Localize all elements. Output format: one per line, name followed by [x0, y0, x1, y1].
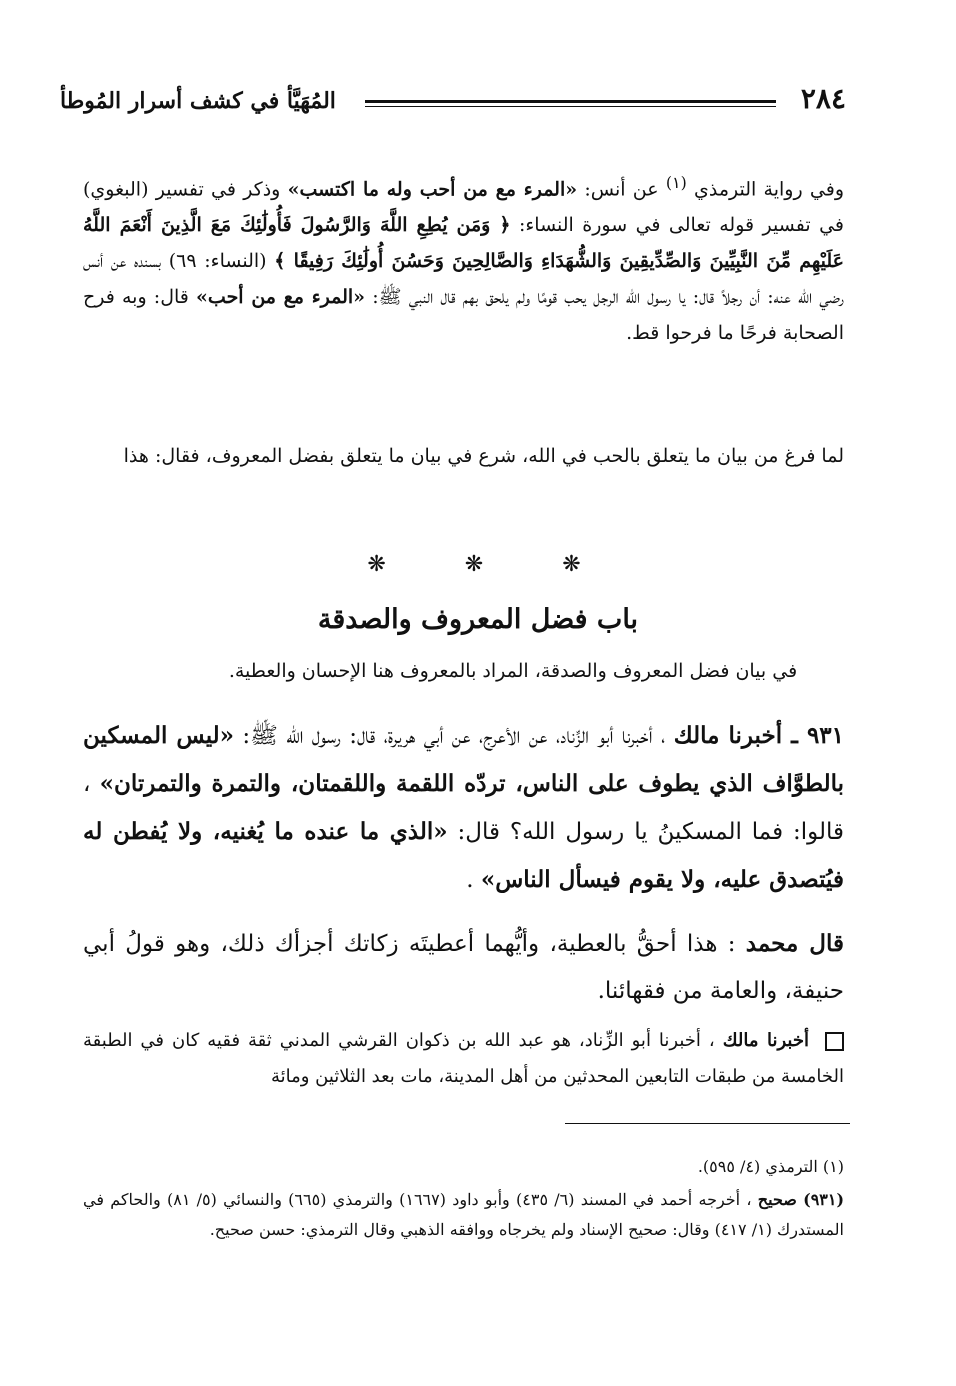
- commentary-paragraph: [83, 920, 844, 1015]
- hadith-text-1: «ليس المسكين بالطوَّاف الذي يطوف على الناس، تردّه اللقمة واللقمتان، والتمرة والتمرتان»: [83, 722, 844, 797]
- footnote-number: (٩٣١): [803, 1190, 845, 1209]
- footnote-ref[interactable]: (١): [665, 173, 687, 192]
- header-rule-thin: [365, 106, 776, 107]
- commentary-text: : هذا أحقُّ بالعطية، وأيُّهما أعطيتَه زكاتك أجزأك ذلك، وهو قولُ أبي حنيفة، والعامة من فقهائنا.: [83, 931, 844, 1004]
- footnote-1: (١) الترمذي (٤/ ٥٩٥).: [697, 1157, 844, 1176]
- chapter-subtitle: في بيان فضل المعروف والصدقة، المراد بالمعروف هنا الإحسان والعطية.: [228, 660, 798, 682]
- header-rule: [365, 100, 776, 103]
- book-title: المُهَيَّأ في كشف أسرار المُوطأ: [60, 88, 336, 114]
- hadith-end: .: [466, 867, 474, 893]
- intro-text-start: وفي رواية الترمذي: [694, 178, 844, 201]
- intro-paragraph: [83, 165, 844, 351]
- footnote-text: ، أخرجه أحمد في المسند (٦/ ٤٣٥) وأبو داود (١٦٦٧) والترمذي (٦٦٥) والنسائي (٥/ ٨١) والحاكم في المستدرك (١/ ٤١٧) وقال: صحيح الإسناد ولم يخرجاه ووافقه الذهبي وقال الترمذي: حسن صحيح.: [83, 1190, 844, 1239]
- section-separator: [0, 552, 956, 577]
- hadith-number: ٩٣١ ـ أخبرنا مالك: [673, 722, 844, 749]
- hadith-middle: ، قالوا: فما المسكينُ يا رسول الله؟ قال:: [83, 771, 844, 845]
- intro-text-tail-2: قال: وبه فرح الصحابة فرحًا ما فرحوا قط.: [83, 286, 844, 345]
- footnote-divider: [565, 1123, 850, 1124]
- page-number: ٢٨٤: [800, 82, 846, 115]
- page-header: [60, 80, 846, 124]
- transition-paragraph: لما فرغ من بيان ما يتعلق بالحب في الله، شرع في بيان ما يتعلق بفضل المعروف، فقال: هذا: [123, 445, 844, 467]
- hadith-chain: ، أخبرنا أبو الزِّناد، عن الأعرج، عن أبي هريرة، قال: رسول الله ﷺ:: [234, 723, 666, 749]
- commentary-label: قال محمد: [745, 930, 845, 957]
- intro-text-tail: (النساء: ٦٩) بسنده عن أنس رضي الله عنه: أن رجلاً قال: يا رسول الله الرجل يحب قومًا ولم يلحق بهم قال النبي ﷺ:: [83, 250, 844, 309]
- intro-quote-2: «المرء مع من أحب»: [196, 286, 366, 309]
- intro-quote: «المرء مع من أحب وله ما اكتسب»: [287, 178, 578, 201]
- intro-text-rest: وذكر في تفسير (البغوي) في تفسير قوله تعالى في سورة النساء:: [83, 178, 844, 237]
- footnote-931: [83, 1185, 844, 1245]
- explanation-note: [83, 1023, 844, 1095]
- hadith-931: [83, 712, 844, 904]
- star-ornament: ❋: [367, 552, 394, 577]
- square-bullet-icon: [825, 1032, 844, 1051]
- note-text: ، أخبرنا أبو الزِّناد، هو عبد الله بن ذكوان القرشي المدني ثقة فقيه كان في الطبقة الخامسة من طبقات التابعين المحدثين من أهل المدينة، مات بعد الثلاثين ومائة: [83, 1030, 844, 1087]
- footnote-grade: صحيح: [757, 1190, 797, 1209]
- chapter-title: باب فضل المعروف والصدقة: [317, 604, 639, 635]
- note-label: أخبرنا مالك: [722, 1030, 809, 1051]
- star-ornament: ❋: [562, 552, 589, 577]
- intro-text-mid: عن أنس:: [577, 178, 659, 201]
- star-ornament: ❋: [464, 552, 492, 577]
- quran-verse: ﴿ وَمَن يُطِعِ اللَّهَ وَالرَّسُولَ فَأُولَٰئِكَ مَعَ الَّذِينَ أَنْعَمَ اللَّهُ عَلَيْهِم مِّنَ النَّبِيِّينَ وَالصِّدِّيقِينَ وَالشُّهَدَاءِ وَالصَّالِحِينَ وَحَسُنَ أُولَٰئِكَ رَفِيقًا ﴾: [83, 214, 845, 273]
- hadith-text-2: «الذي ما عنده ما يُغنيه، ولا يُفطن له فيُتصدق عليه، ولا يقوم فيسأل الناس»: [83, 818, 844, 893]
